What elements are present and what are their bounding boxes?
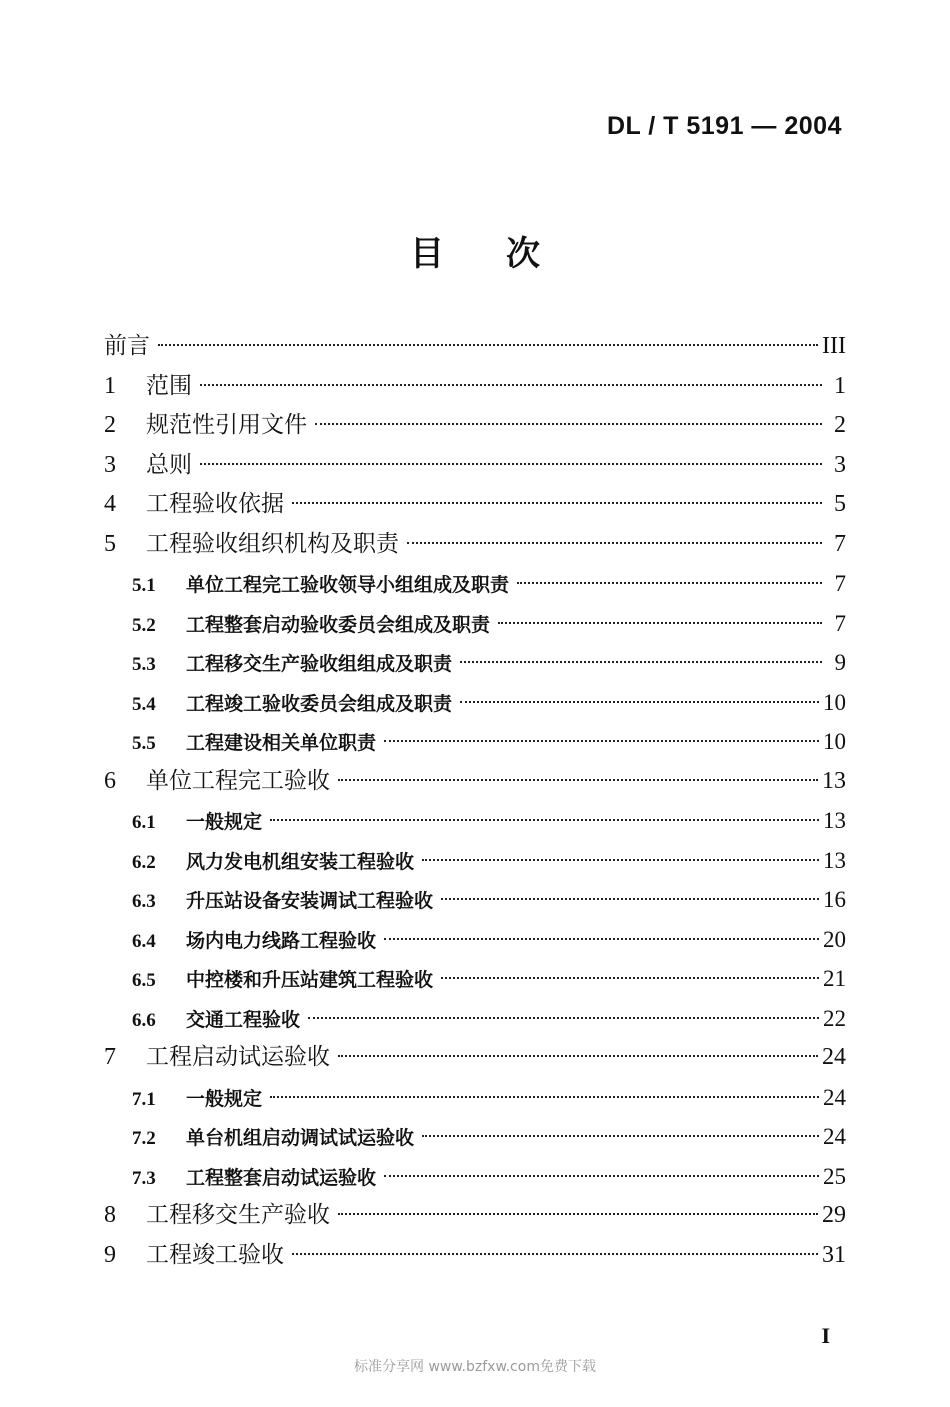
dot-leader <box>200 384 822 386</box>
toc-entry-number: 6.1 <box>132 812 156 833</box>
toc-entry[interactable] <box>104 880 846 920</box>
dot-leader <box>441 977 819 979</box>
dot-leader <box>384 938 819 940</box>
toc-entry[interactable] <box>104 1038 846 1078</box>
toc-entry[interactable] <box>104 999 846 1039</box>
toc-entry[interactable] <box>104 722 846 762</box>
toc-entry[interactable] <box>104 485 846 525</box>
dot-leader <box>498 622 822 624</box>
toc-entry-page: 7 <box>834 571 846 596</box>
toc-entry[interactable] <box>104 446 846 486</box>
toc-entry-label: 工程验收组织机构及职责 <box>146 530 399 557</box>
toc-entry-page: 7 <box>834 610 846 636</box>
toc-entry-label: 场内电力线路工程验收 <box>186 929 377 952</box>
toc-entry-number: 7 <box>104 1044 116 1070</box>
toc-entry-label: 工程建设相关单位职责 <box>186 732 377 754</box>
toc-entry-number: 5.1 <box>132 575 156 596</box>
toc-entry-label: 工程整套启动试运验收 <box>186 1166 377 1189</box>
toc-entry-number: 5 <box>104 530 116 557</box>
toc-entry-label: 工程整套启动验收委员会组成及职责 <box>186 613 491 636</box>
dot-leader <box>308 1017 819 1019</box>
table-of-contents <box>104 327 846 1275</box>
title-char-2: 次 <box>506 234 540 274</box>
dot-leader <box>338 779 818 781</box>
dot-leader <box>384 740 819 742</box>
toc-entry-page: 7 <box>834 530 846 557</box>
toc-entry-page: 3 <box>834 451 846 478</box>
toc-entry-number: 6.5 <box>132 970 156 991</box>
toc-entry-number: 2 <box>104 412 116 438</box>
standard-code: DL / T 5191 — 2004 <box>606 112 842 140</box>
toc-entry-page: 20 <box>823 926 846 952</box>
toc-entry-number: 5.4 <box>132 693 156 715</box>
toc-entry-page: 10 <box>823 729 846 754</box>
toc-entry-label: 一般规定 <box>186 811 263 833</box>
toc-entry-page: 13 <box>823 847 846 873</box>
toc-entry-label: 工程移交生产验收组组成及职责 <box>186 653 453 675</box>
dot-leader <box>315 423 822 425</box>
toc-entry-label: 前言 <box>104 333 150 359</box>
toc-entry-page: 2 <box>834 412 846 438</box>
toc-entry[interactable] <box>104 1196 846 1236</box>
toc-entry-page: 25 <box>823 1163 846 1189</box>
toc-entry-page: 24 <box>823 1084 846 1110</box>
dot-leader <box>460 701 819 703</box>
toc-entry[interactable] <box>104 406 846 446</box>
toc-entry-label: 升压站设备安装调试工程验收 <box>186 890 434 912</box>
toc-entry-number: 1 <box>104 372 116 399</box>
toc-entry-number: 9 <box>104 1241 116 1268</box>
toc-entry-label: 单位工程完工验收 <box>146 767 330 794</box>
toc-entry[interactable] <box>104 1236 846 1276</box>
toc-entry-number: 3 <box>104 451 116 478</box>
toc-entry-page: 31 <box>822 1241 846 1268</box>
toc-entry-label: 单台机组启动调试试运验收 <box>186 1127 415 1149</box>
page-title <box>0 226 950 275</box>
toc-entry-label: 工程竣工验收委员会组成及职责 <box>186 692 453 715</box>
toc-entry-page: 13 <box>823 808 846 833</box>
toc-entry-page: 22 <box>823 1005 846 1031</box>
dot-leader <box>422 1135 819 1137</box>
toc-entry-label: 范围 <box>146 372 192 399</box>
toc-entry[interactable] <box>104 801 846 841</box>
dot-leader <box>292 502 822 504</box>
dot-leader <box>407 542 822 544</box>
dot-leader <box>270 819 819 821</box>
toc-entry[interactable] <box>104 841 846 881</box>
toc-entry-number: 5.2 <box>132 614 156 636</box>
toc-entry-page: 13 <box>822 767 846 794</box>
toc-entry-page: 16 <box>823 887 846 912</box>
toc-entry-page: III <box>822 333 846 359</box>
dot-leader <box>200 463 822 465</box>
toc-entry-number: 6.6 <box>132 1009 156 1031</box>
dot-leader <box>460 661 822 663</box>
dot-leader <box>441 898 819 900</box>
toc-entry-page: 1 <box>834 372 846 399</box>
toc-entry-page: 24 <box>823 1124 846 1149</box>
toc-entry-label: 风力发电机组安装工程验收 <box>186 850 415 873</box>
toc-entry-number: 7.1 <box>132 1088 156 1110</box>
toc-entry[interactable] <box>104 683 846 723</box>
watermark: 标准分享网 www.bzfxw.com免费下载 <box>354 1359 596 1375</box>
toc-entry[interactable] <box>104 643 846 683</box>
title-char-1: 目 <box>410 234 444 274</box>
toc-entry[interactable] <box>104 1078 846 1118</box>
dot-leader <box>292 1253 818 1255</box>
toc-entry-number: 6.4 <box>132 930 156 952</box>
dot-leader <box>158 344 818 346</box>
dot-leader <box>338 1213 818 1215</box>
toc-entry[interactable] <box>104 327 846 367</box>
toc-entry-page: 24 <box>822 1044 846 1070</box>
toc-entry-number: 7.2 <box>132 1128 156 1149</box>
dot-leader <box>338 1055 818 1057</box>
toc-entry-number: 4 <box>104 491 116 517</box>
toc-entry[interactable] <box>104 367 846 407</box>
toc-entry-number: 6.3 <box>132 891 156 912</box>
toc-entry-label: 工程竣工验收 <box>146 1241 284 1268</box>
toc-entry-page: 21 <box>823 966 846 991</box>
toc-entry[interactable] <box>104 920 846 960</box>
toc-entry-label: 单位工程完工验收领导小组组成及职责 <box>186 574 510 596</box>
toc-entry-number: 5.5 <box>132 733 156 754</box>
toc-entry-number: 8 <box>104 1202 116 1228</box>
toc-entry-label: 规范性引用文件 <box>146 412 307 438</box>
toc-entry-page: 9 <box>834 650 846 675</box>
toc-entry-label: 工程启动试运验收 <box>146 1044 330 1070</box>
toc-entry-label: 中控楼和升压站建筑工程验收 <box>186 969 434 991</box>
dot-leader <box>270 1096 819 1098</box>
dot-leader <box>422 859 819 861</box>
toc-entry-number: 7.3 <box>132 1167 156 1189</box>
toc-entry-page: 10 <box>823 689 846 715</box>
toc-entry-label: 工程移交生产验收 <box>146 1202 330 1228</box>
toc-entry-number: 6 <box>104 767 116 794</box>
page-number: I <box>821 1323 830 1348</box>
toc-entry-number: 6.2 <box>132 851 156 873</box>
toc-entry-page: 29 <box>822 1202 846 1228</box>
toc-entry[interactable] <box>104 525 846 565</box>
toc-entry-page: 5 <box>834 491 846 517</box>
toc-entry-label: 总则 <box>146 451 192 478</box>
toc-entry[interactable] <box>104 1117 846 1157</box>
toc-entry[interactable] <box>104 959 846 999</box>
toc-entry[interactable] <box>104 604 846 644</box>
toc-entry[interactable] <box>104 1157 846 1197</box>
dot-leader <box>517 582 822 584</box>
toc-entry-label: 一般规定 <box>186 1087 263 1110</box>
toc-entry-label: 交通工程验收 <box>186 1008 301 1031</box>
dot-leader <box>384 1175 819 1177</box>
toc-entry-label: 工程验收依据 <box>146 491 284 517</box>
toc-entry-number: 5.3 <box>132 654 156 675</box>
toc-entry[interactable] <box>104 564 846 604</box>
toc-entry[interactable] <box>104 762 846 802</box>
